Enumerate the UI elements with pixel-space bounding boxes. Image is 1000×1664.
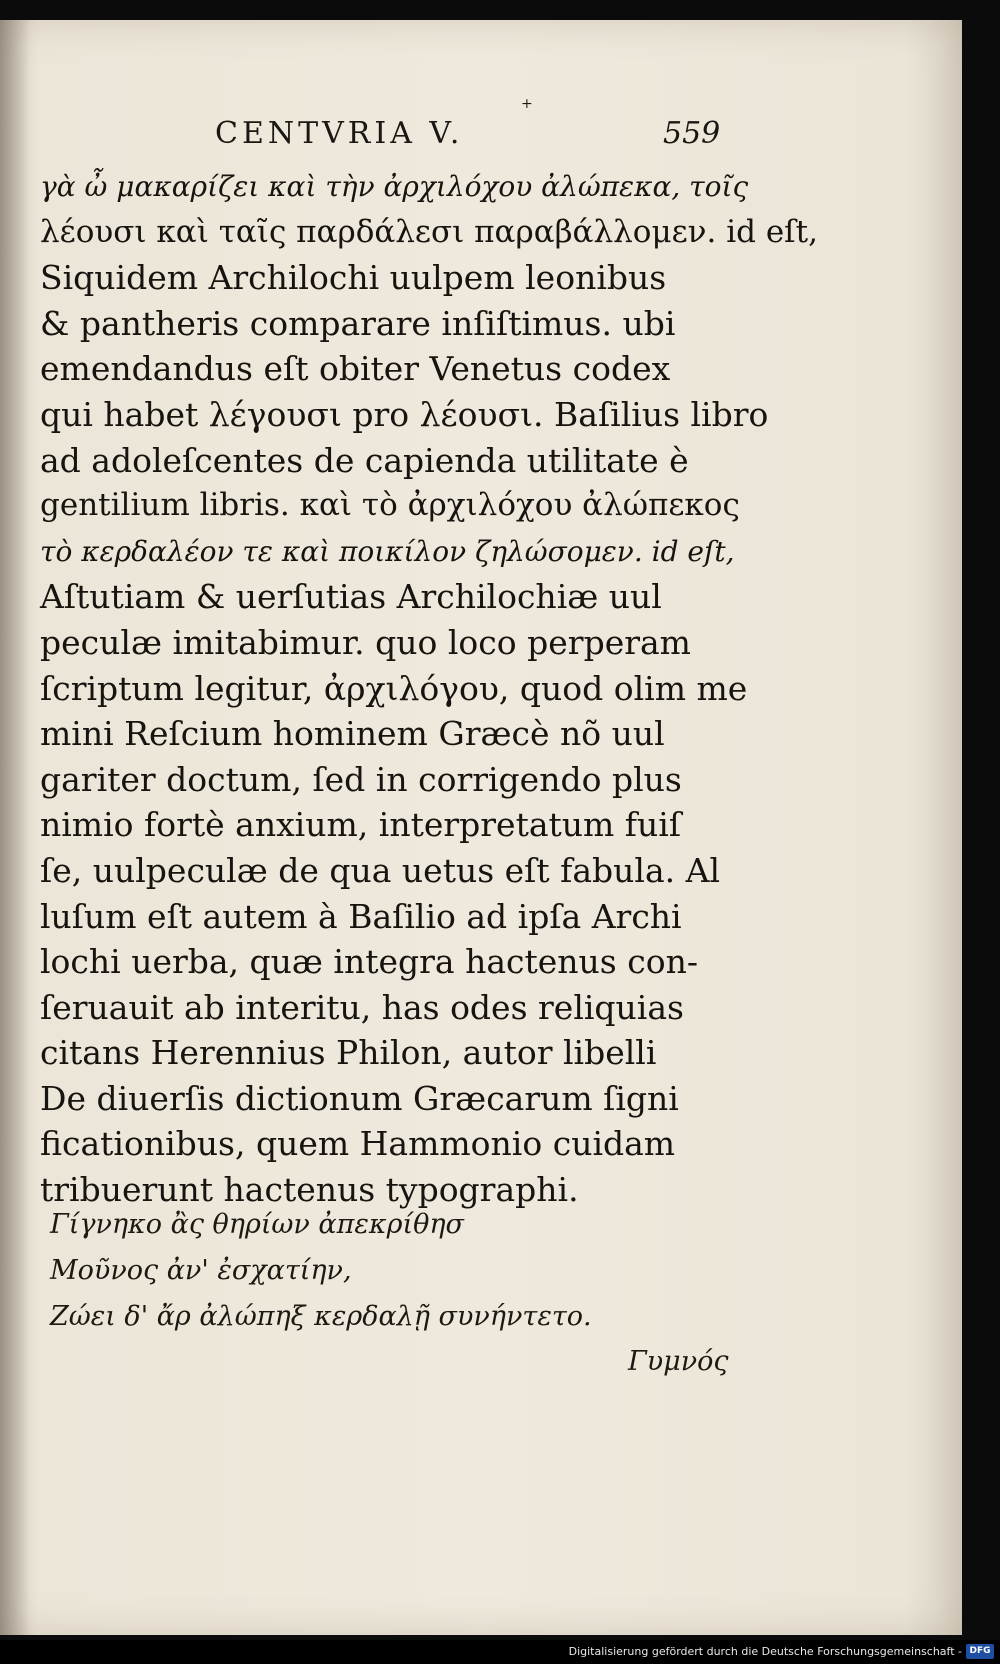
text-line: γὰ ὦ μακαρίζει καὶ τὴν ἀρχιλόχου ἀλώπεκα, τοῖς <box>40 170 749 203</box>
text-line: gariter doctum, ſed in corrigendo plus <box>40 759 682 799</box>
text-line: λέουσι καὶ ταῖς παρδάλεσι παραβάλλομεν. id eſt, <box>40 213 818 250</box>
running-head <box>0 96 962 160</box>
running-head-title: CENTVRIA V. <box>215 116 464 151</box>
text-line: ad adoleſcentes de capienda utilitate è <box>40 440 689 480</box>
catchword: Γυμνός <box>628 1346 729 1377</box>
verse-line: Ζώει δ' ἄρ ἀλώπηξ κερδαλῇ συνήντετο. <box>50 1301 592 1332</box>
text-line: Siquidem Archilochi uulpem leonibus <box>40 258 667 298</box>
text-line: peculæ imitabimur. quo loco perperam <box>40 622 691 662</box>
text-line: citans Herennius Philon, autor libelli <box>40 1033 657 1073</box>
dfg-logo: DFG <box>966 1644 994 1659</box>
text-line: ſcriptum legitur, ἀρχιλόγου, quod olim me <box>40 668 748 708</box>
text-line: emendandus eſt obiter Venetus codex <box>40 349 671 389</box>
scanned-page <box>0 20 962 1635</box>
text-line: nimio fortè anxium, interpretatum fuiſ <box>40 805 682 845</box>
verse-line: Γίγνηκο ἂς θηρίων ἀπεκρίθησ <box>50 1209 464 1240</box>
text-line: ficationibus, quem Hammonio cuidam <box>40 1124 676 1164</box>
footer-bar <box>0 1640 1000 1664</box>
body-text <box>40 164 818 1213</box>
text-line: ſeruauit ab interitu, has odes reliquias <box>40 987 684 1027</box>
text-line: Aſtutiam & uerſutias Archilochiæ uul <box>40 577 662 617</box>
gutter-shadow <box>0 20 30 1635</box>
greek-verse <box>50 1202 690 1340</box>
text-line: gentilium libris. καὶ τὸ ἀρχιλόχου ἀλώπεκος <box>40 487 740 524</box>
text-line: τὸ κερδαλέον τε καὶ ποικίλον ζηλώσομεν. id eſt, <box>40 534 735 568</box>
funding-credit: Digitalisierung gefördert durch die Deutsche Forschungsgemeinschaft - <box>568 1645 962 1658</box>
text-line: luſum eſt autem à Baſilio ad ipſa Archi <box>40 896 682 936</box>
text-line: ſe, uulpeculæ de qua uetus eſt fabula. Al <box>40 850 720 890</box>
page-number: 559 <box>663 116 721 151</box>
verse-line: Μοῦνος ἀν' ἐσχατίην, <box>50 1255 352 1286</box>
text-line: & pantheris comparare inſiſtimus. ubi <box>40 303 676 343</box>
text-line: De diuerſis dictionum Græcarum ſigni <box>40 1078 679 1118</box>
text-line: lochi uerba, quæ integra hactenus con- <box>40 942 698 982</box>
text-line: qui habet λέγουσι pro λέουσι. Baſilius libro <box>40 394 769 434</box>
signature-mark: + <box>521 96 533 112</box>
text-line: mini Reſcium hominem Græcè nõ uul <box>40 714 665 754</box>
text-line: tribuerunt hactenus typographi. <box>40 1170 579 1210</box>
